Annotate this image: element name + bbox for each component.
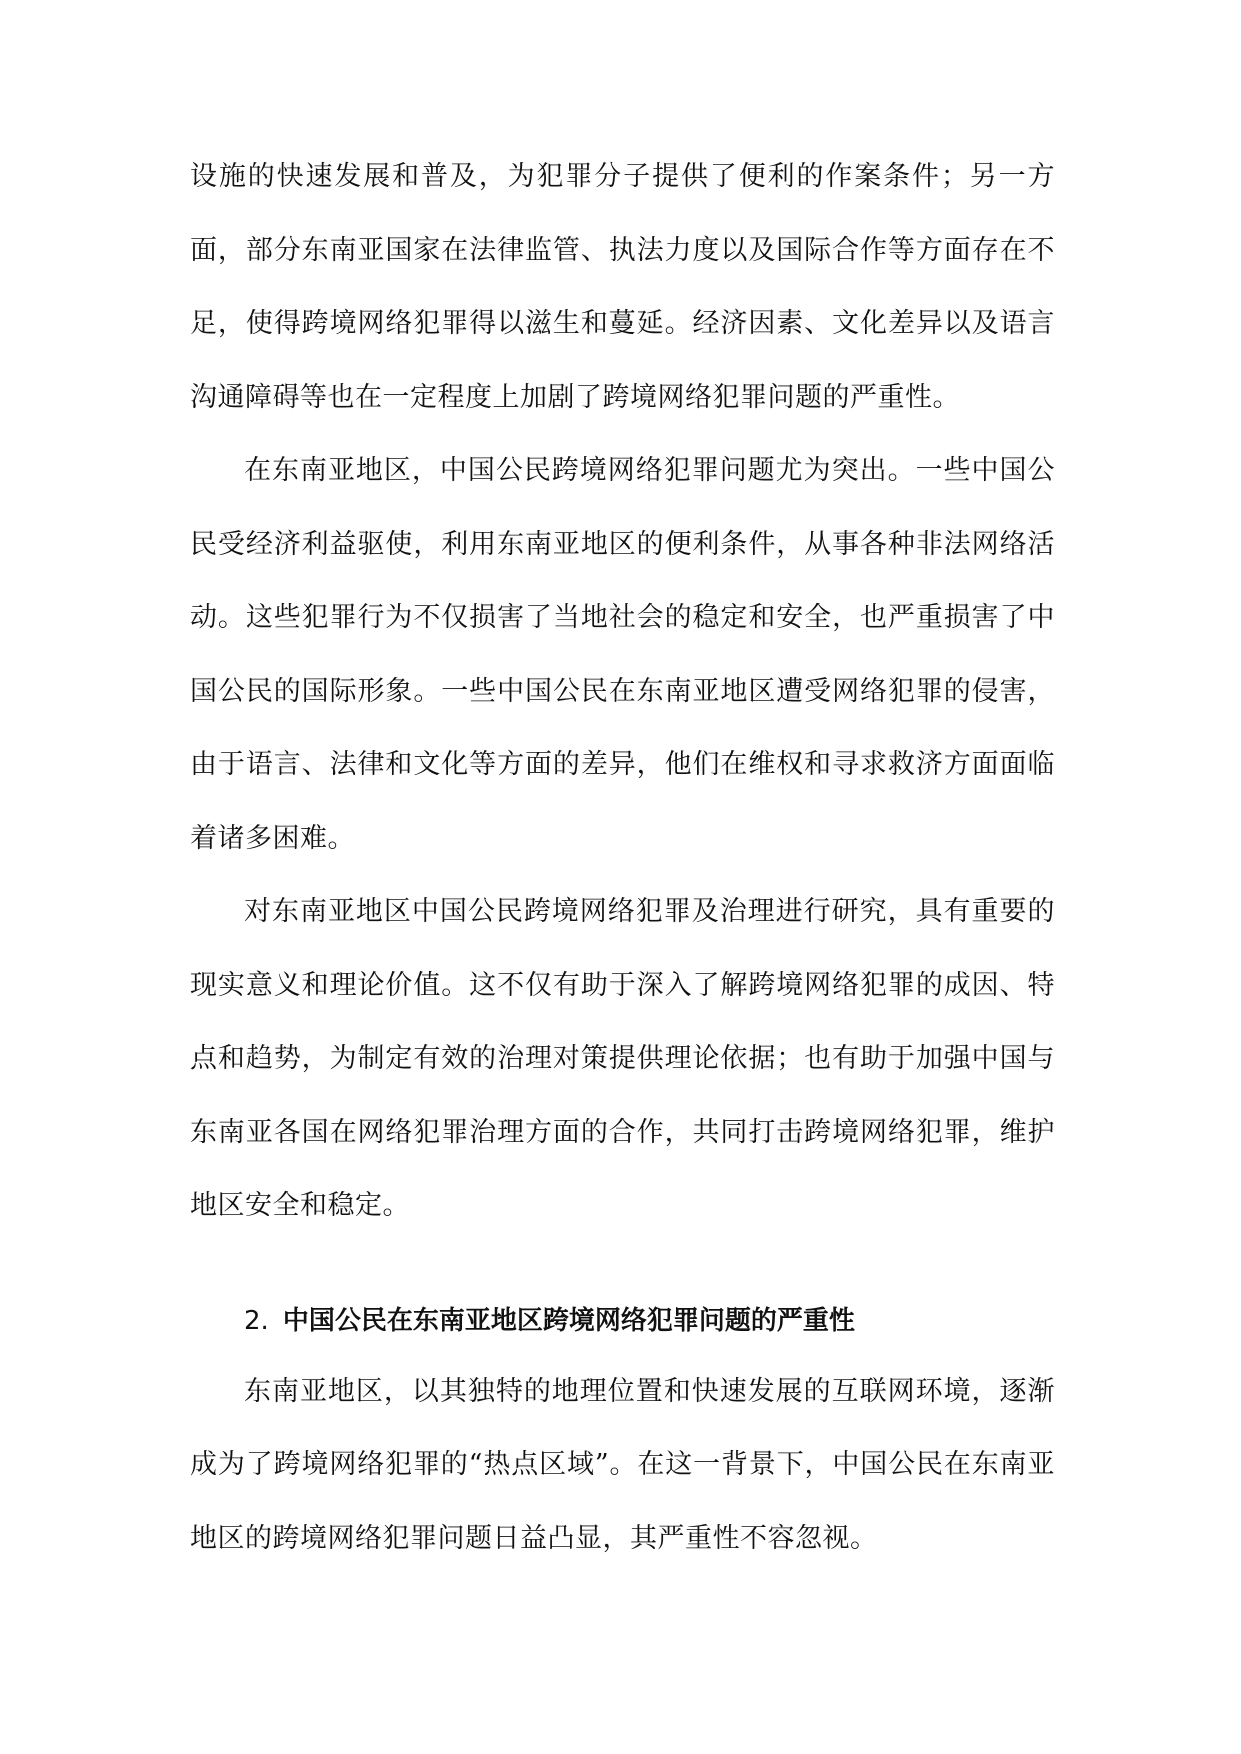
document-body (190, 140, 1055, 1575)
section-title: 中国公民在东南亚地区跨境网络犯罪问题的严重性 (282, 1305, 855, 1336)
section-heading (190, 1287, 1055, 1355)
paragraph-section-intro: 东南亚地区，以其独特的地理位置和快速发展的互联网环境，逐渐成为了跨境网络犯罪的“热点区域”。在这一背景下，中国公民在东南亚地区的跨境网络犯罪问题日益凸显，其严重性不容忽视。 (190, 1375, 1055, 1554)
paragraph-significance: 对东南亚地区中国公民跨境网络犯罪及治理进行研究，具有重要的现实意义和理论价值。这不仅有助于深入了解跨境网络犯罪的成因、特点和趋势，为制定有效的治理对策提供理论依据；也有助于加强中国与东南亚各国在网络犯罪治理方面的合作，共同打击跨境网络犯罪，维护地区安全和稳定。 (190, 896, 1055, 1221)
paragraph-continued: 设施的快速发展和普及，为犯罪分子提供了便利的作案条件；另一方面，部分东南亚国家在法律监管、执法力度以及国际合作等方面存在不足，使得跨境网络犯罪得以滋生和蔓延。经济因素、文化差异以及语言沟通障碍等也在一定程度上加剧了跨境网络犯罪问题的严重性。 (190, 161, 1055, 413)
paragraph-prominence: 在东南亚地区，中国公民跨境网络犯罪问题尤为突出。一些中国公民受经济利益驱使，利用东南亚地区的便利条件，从事各种非法网络活动。这些犯罪行为不仅损害了当地社会的稳定和安全，也严重损害了中国公民的国际形象。一些中国公民在东南亚地区遭受网络犯罪的侵害，由于语言、法律和文化等方面的差异，他们在维权和寻求救济方面面临着诸多困难。 (190, 455, 1055, 854)
section-number: 2. (244, 1305, 269, 1336)
